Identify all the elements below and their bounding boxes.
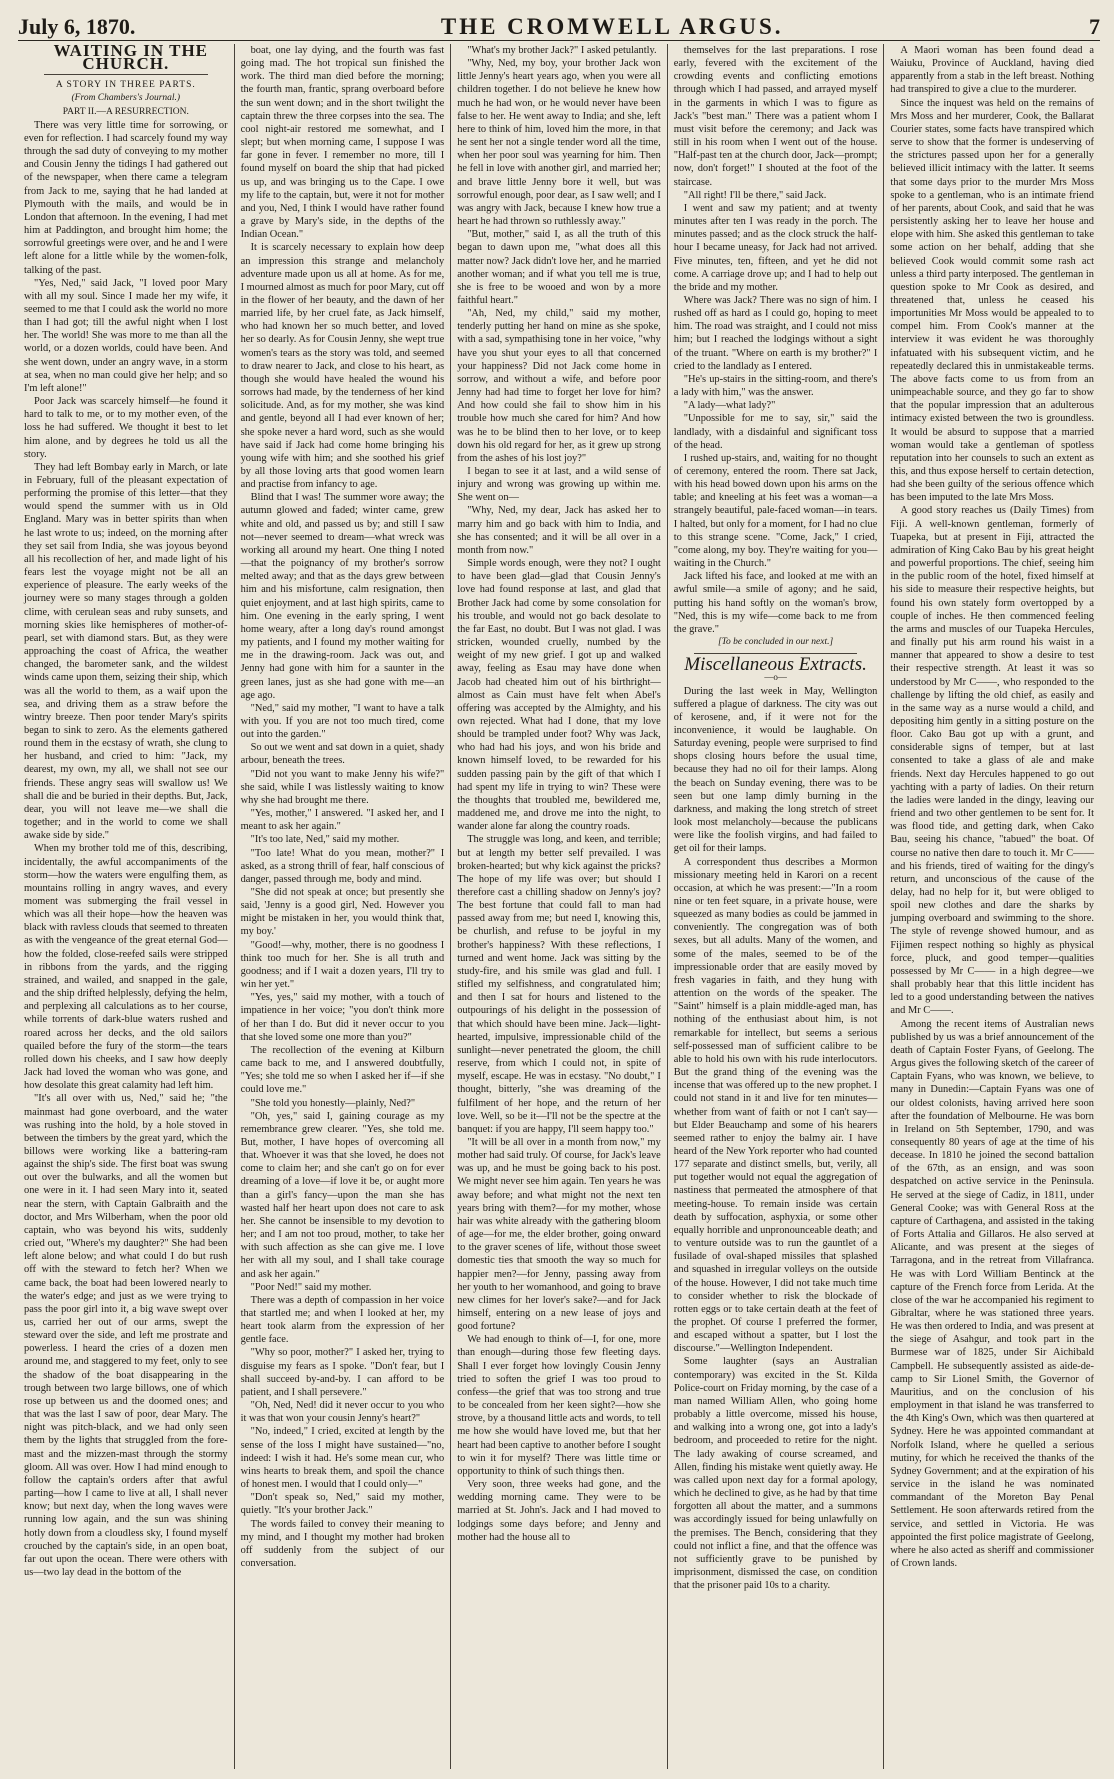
column-5: [884, 44, 1100, 1769]
article-paragraph: "Poor Ned!" said my mother.: [250, 1281, 372, 1293]
article-paragraph: The struggle was long, and keen, and terrible; but at length my better self prevailed. I was broken-hearted; but why kick against the pricks? The hope of my life was over; but should I therefore cast a chilling shadow on Jenny's joy? The best fortune that could fall to man had passed away from me; but need I, knowing this, be churlish, and refuse to be joyful in my brother's happiness? With these reflections, I turned and went home. Jack was sitting by the study-fire, and his smile was glad and full. I stifled my selfishness, and congratulated him; and then I sat for hours and listened to the outpourings of his delight in the possession of that which should have been mine. Jack—light-hearted, impulsive, impressionable child of the sunlight—never penetrated the gloom, the chill reserve, from which I could not, in spite of myself, escape. He was in ecstasy. "No doubt," I thought, bitterly, "she was dreaming of the fulfilment of her hope, and the return of her love. Well, so be it—I'll not be the spectre at the banquet: if you are happy, I'll seem happy too.": [457, 834, 661, 1135]
article-paragraph: "It's too late, Ned," said my mother.: [250, 834, 400, 846]
article-paragraph: Jack lifted his face, and looked at me with an awful smile—a smile of agony; and he said, putting his hand softly on the woman's brow, "Ned, this is my wife—come back to me from the grave.": [673, 571, 878, 635]
article-paragraph: During the last week in May, Wellington suffered a plague of darkness. The city was out of kerosene, and, if it were not for the inconvenience, it would be laughable. On Saturday evening, people were surprised to find shops closing hours before the usual time, because they had no oil for their lamps. Along the beach on Sunday evening, there was to be seen but one lamp dimly burning in the darkness, and making the long stretch of street look most melancholy—because the publicans were like the foolish virgins, and had failed to get oil for their lamps.: [673, 685, 878, 855]
article-paragraph: "Why, Ned, my dear, Jack has asked her to marry him and go back with him to India, and she has consented; and it will be all over in a month from now.": [457, 505, 661, 556]
article-paragraph: A correspondent thus describes a Mormon missionary meeting held in Karori on a recent occasion, at which he was present:—"In a room nine or ten feet square, in a private house, were squeezed as many bodies as could be jammed in conveniently. The congregation was of both sexes, but all adults. Many of the women, and some of the males, seemed to be of the impressionable order that are easily moved by fresh vagaries in faith, and they hung with attention on the words of the speaker. The "Saint" himself is a plain middle-aged man, has nothing of the enthusiast about him, is not remarkable for intellect, but seems a serious self-possessed man of sufficient calibre to be able to hold his own with his rude interlocutors. But the grand thing of the evening was the incense that was offered up to the new prophet. I could not stand in it and live for ten minutes—whether from want of faith or not I can't say—but Elder Beauchamp and some of his hearers seemed rather to enjoy the balmy air. I have heard of the New York reporter who had counted 177 separate and distinct smells, but, verily, all put together would not equal the aggregation of nastiness that permeated the atmosphere of that meeting-house. To remain inside was certain death by suffocation, asphyxia, or some other equally horrible and unpronounceable death; and to venture outside was to run the gauntlet of a fusilade of oval-shaped missiles that splashed and squashed in irregular volleys on the outside of the house. However, I did not take much time to consider whether to risk the blockade of rotten eggs or to take certain death at the feet of the prophet. Of course I preferred the former, and escaped without a spatter, but I lost the discourse."—Wellington Independent.: [673, 856, 878, 1355]
article-paragraph: "All right! I'll be there," said Jack.: [683, 189, 827, 201]
article-paragraph: Poor Jack was scarcely himself—he found it hard to talk to me, or to my mother even, of the loss he had suffered. We thought it best to let him alone, and by degrees he told us all the story.: [24, 396, 228, 460]
article-paragraph: "It's all over with us, Ned," said he; "the mainmast had gone overboard, and the water was rushing into the hold, by a hole stoved in between the timbers by the great yard, which the billows were working like a battering-ram against the ship's side. The first boat was swung out over the bulwarks, and all the women but one were in it. I had seen Mary into it, seated near the stern, with Captain Galbraith and the doctor, and Mrs Wilberham, when the poor old captain, who was beyond his wits, suddenly cried out, "Where's my daughter?" She had been left alone below; and what could I do but rush off with the steward to fetch her? When we came back, the boat had been lowered nearly to the water's edge; and just as we were trying to pass the poor girl into it, a big wave swept over us, carried her out of our arms, swept the steward over the side, and left me prostrate and powerless. I heard the cries of a dozen men around me, and staggered to my feet, only to see the shadow of the boat disappearing in the trough between two large billows, one of which rose up between us and the doomed ones; and that was the last I saw of poor, dear Mary. The night was pitch-black, and we had only seen them by the lights that struggled from the fore-mast and the mizzen-mast through the stormy gloom. All was over. How I had mind enough to follow the captain's orders after that awful parting—how I came to live at all, I shall never know; but next day, when the long waves were running low again, and the sun was shining hotly down from a cloudless sky, I found myself crouched by the captain's side, in an open boat, far out upon the ocean. There were others with us—two lay dead in the bottom of the: [24, 1093, 228, 1578]
article-paragraph: "Oh, Ned, Ned! did it never occur to you who it was that won your cousin Jenny's heart?": [240, 1400, 445, 1425]
article-paragraph: They had left Bombay early in March, or late in February, full of the pleasant expectation of performing the promise of this letter—that they would spend the summer with us in Old England. Mary was in better spirits than when he last wrote to us; indeed, on the morning after they set sail from India, she was joyous beyond all his recollection of her, and made light of his fears lest the voyage might not be all an experience of pleasure. The early weeks of the journey were so many stages through a golden clime, with cerulean seas and ruby sunsets, and morning skies like hemispheres of mother-of-pearl, set with diamond stars. But, as they were approaching the coast of Africa, the weather changed, the barometer sank, and the wildest winds came upon them, seizing their ship, which was all the world to them, as a waif upon the sea, and driving them as a straw before the wintry breeze. Then poor tender Mary's spirits began to sink to zero. As the elements gathered round them in the ecstasy of wrath, she clung to her husband, and cried to him: "Jack, my dearest, my own, my all, we shall not see our friends. These angry seas will swallow us! We shall die and be buried in their depths. But, Jack, dear, you will not leave me—we shall die together; and in the world to come we shall awake side by side.": [24, 461, 228, 842]
article-paragraph: I went and saw my patient; and at twenty minutes after ten I was ready in the porch. The minutes passed; and as the clock struck the half-hour I became uneasy, for Jack had not arrived. Five minutes, ten, fifteen, and yet he did not come. A carriage drove up; and I had to help out the bride and my mother.: [673, 202, 878, 293]
article-paragraph: boat, one lay dying, and the fourth was fast going mad. The hot tropical sun finished the work. The third man died before the morning; the fourth man, frantic, sprang overboard before the sun went down; and in the short twilight the captain threw the three corpses into the sea. The cool night-air restored me somewhat, and I slept; but when morning came, I suppose I was far gone in fever. I remember no more, till I found myself on board the ship that had picked us up, and was bringing us to the Cape. I owe my life to the captain, but, were it not for mother and you, Ned, I think I would have rather found a grave by Mary's side, in the depths of the Indian Ocean.": [240, 45, 445, 241]
article-paragraph: themselves for the last preparations. I rose early, fevered with the excitement of the crowding events and conflicting emotions through which I had passed, and arrayed myself in the garments in which I was to figure as Jack's "best man." There was a patient whom I must visit before the ceremony; and Jack was still in his room when I went out of the house. "Half-past ten at the church door, Jack—prompt; now, don't forget!" I shouted at the foot of the staircase.: [673, 45, 878, 188]
article-paragraph: When my brother told me of this, describing, incidentally, the awful accompaniments of the storm—how the waters were engulfing them, as mountains rolling in angry waves, and every moment was submerging the frail vessel in which was all their hope—how the heaven was black with ravless clouds that seemed to threaten as with the vengeance of the great eternal God—how the folded, close-reefed sails were stripped in ribbons from the yards, and the rigging strained, and wailed, and snapped in the gale, and the ship drifted helplessly, defying the helm, and perplexing all calculations as to her course, while torrents of dark-blue waters rushed and roared across her decks, and the old sailors quailed before the fury of the storm—the tears rolled down his cheeks, and I saw how deeply Jack had loved the woman who was gone, and how desolate this great calamity had left him.: [24, 843, 228, 1092]
article-paragraph: A Maori woman has been found dead a Waiuku, Province of Auckland, having died apparently from a stab in the left breast. Nothing had transpired to give a clue to the murderer.: [890, 45, 1094, 96]
article-paragraph: The recollection of the evening at Kilburn came back to me, and I answered doubtfully, "Yes; she told me so when I asked her if—if she could love me.": [240, 1044, 445, 1096]
article-paragraph: "Good!—why, mother, there is no goodness I think too much for her. She is all truth and goodness; and if I wait a dozen years, I'll try to win her yet.": [240, 939, 445, 991]
column-2: [235, 44, 452, 1769]
column-4: [668, 44, 885, 1769]
article-paragraph: "Don't speak so, Ned," said my mother, quietly. "It's your brother Jack.": [240, 1492, 445, 1517]
article-paragraph: Simple words enough, were they not? I ought to have been glad—glad that Cousin Jenny's love had found response at last, and glad that Brother Jack had come by some consolation for his trouble, and would not go back desolate to the far East, no doubt. But I was not glad. I was stricken, wounded cruelly, numbed by the weight of my new grief. I got up and walked away, feeling as Esau may have done when Jacob had cheated him out of his birthright—almost as Cain must have felt when Abel's offering was accepted by the Almighty, and his own rejected. What had I done, that my love should be trampled under foot? Why was Jack, who had had his joys, and won his bride and known himself loved, to be rewarded for his sudden passing pain by the gift of that which I had spent my life in trying to win? These were the thoughts that troubled me, bewildered me, maddened me, and drove me into the night, to wander alone far along the country roads.: [457, 558, 661, 833]
page-number: 7: [1089, 14, 1100, 39]
column-3: [451, 44, 668, 1769]
article-paragraph: "Unpossible for me to say, sir," said the landlady, with a disdainful and significant toss of the head.: [673, 413, 878, 451]
article-paragraph: We had enough to think of—I, for one, more than enough—during those few fleeting days. Shall I ever forget how lovingly Cousin Jenny tried to soften the grief I was too proud to confess—the grief that was too strong and true to be concealed from her keen sight?—how she strove, by a thousand little acts and words, to tell me how she would have loved me, but that her heart had been captive to another before I sought to win it for myself? There was little time or opportunity to think of such things then.: [457, 1334, 661, 1477]
article-paragraph: There was very little time for sorrowing, or even for reflection. I had scarcely found my way through the sad duty of conveying to my mother and Cousin Jenny the tidings I had gathered out of the newspaper, when there came a telegram from Jack to me, saying that he had landed at Plymouth with the mails, and would be in London that afternoon. In the evening, I had met him at Paddington, and brought him home; the sorrowful greetings were over, and he and I were left alone for a little while by the women-folk, talking of the past.: [24, 119, 228, 276]
article-paragraph: "Ah, Ned, my child," said my mother, tenderly putting her hand on mine as she spoke, with a sad, sympathising tone in her voice, "why have you shut your eyes to all that concerned your happiness? Did not Jack come home in sorrow, and without a wife, and before poor Jenny had had time to forget her love for him? And how could she fail to show him in his trouble how much she cared for him? And how was he to be blind then to her love, or to keep down his old regard for her, as it grew up strong from the ashes of his lost joy?": [457, 308, 661, 464]
story-source: (From Chambers's Journal.): [71, 93, 181, 104]
story-subtitle: A STORY IN THREE PARTS.: [55, 80, 196, 91]
title-rule: [44, 74, 208, 75]
article-paragraph: I began to see it at last, and a wild sense of injury and wrong was growing up within me. She went on—: [457, 466, 661, 504]
continued-note: [To be concluded in our next.]: [717, 637, 834, 648]
columns: [18, 44, 1100, 1769]
article-paragraph: "She told you honestly—plainly, Ned?": [250, 1097, 416, 1109]
article-paragraph: "Ned," said my mother, "I want to have a talk with you. If you are not too much tired, come out into the garden.": [240, 702, 445, 741]
article-paragraph: "Yes, Ned," said Jack, "I loved poor Mary with all my soul. Since I made her my wife, it seemed to me that I could ask the world no more than I had got; till the awful night when I lost her. The world! She was more to me than all the world, or a dozen worlds, could have been. And she went down, under an angry wave, in a storm at sea, when no man could give her help; and so I'm left alone!": [24, 277, 228, 394]
article-paragraph: "Too late! What do you mean, mother?" I asked, as a strong thrill of fear, half conscious of danger, passed through me, body and mind.: [240, 847, 445, 885]
article-paragraph: The words failed to convey their meaning to my mind, and I thought my mother had broken off suddenly from the subject of our conversation.: [240, 1518, 445, 1569]
article-paragraph: Since the inquest was held on the remains of Mrs Moss and her murderer, Cook, the Ballarat Courier states, some facts have transpired which serve to show that the former is undeserving of the strictures passed upon her for a generally believed illicit intimacy with the latter. It seems that some days prior to the murder Mrs Moss spoke to a gentleman, who is an intimate friend of her parents, about Cook, and said that he was persistently asking her to leave her house and elope with him. She asked this gentleman to take some action on her behalf, adding that she believed Cook would commit some rash act unless a third party interposed. The gentleman in question spoke to Mr Cook as desired, and threatened that, unless he ceased his importunities Mr Moss would be appealed to to compel him. From Cook's manner at the interview it was evident he was thoroughly infatuated with his subsequent victim, and he repeatedly declared this in unmistakeable terms. The above facts come to us from from an unimpeachable source, and they go far to show that the popular impression that an adulterous intimacy existed between the two is groundless. It would be absurd to suppose that a married woman would take a gentleman of spotless reputation into her counsels to such an extent as this, and thus expose herself to certain detection, had she been guilty of the serious offence which has been imputed to the late Mrs Moss.: [890, 97, 1094, 504]
article-paragraph: "She did not speak at once; but presently she said, 'Jenny is a good girl, Ned. However you might be mistaken in her, you would think that, my boy.': [240, 887, 445, 938]
article-paragraph: "It will be all over in a month from now," my mother had said truly. Of course, for Jack's leave was up, and he must be going back to his post. We might never see him again. Ten years he was away before; and what might not the next ten years bring with them?—for my mother, whose hair was white already with the gathering bloom of age—for me, the elder brother, going onward to the graver scenes of life, without those sweet domestic ties that smooth the way so much for happier men?—for Jenny, passing away from her youth to her womanhood, and going to brave new climes for her lover's sake?—and for Jack himself, entering on a new lease of joys and good fortune?: [457, 1136, 661, 1333]
article-paragraph: Some laughter (says an Australian contemporary) was excited in the St. Kilda Police-court on Friday morning, by the case of a man named William Allen, who going home probably a little overcome, missed his house, and walking into a wrong one, got into a lady's bedroom, and proceeded to retire for the night. The lady awaking of course screamed, and Allen, finding his mistake went quietly away. He was called upon next day for a formal apology, which he declined to give, as he had by that time forgotten all about the matter, and a summons was accordingly issued for being unlawfully on the premises. The Bench, considering that they could not inflict a fine, and that the offence was not sufficiently grave to be punished by imprisonment, dismissed the case, on condition that the prisoner paid 10s to a charity.: [673, 1356, 878, 1592]
column-1: [18, 44, 235, 1769]
article-paragraph: A good story reaches us (Daily Times) from Fiji. A well-known gentleman, formerly of Tuapeka, but at present in Fiji, attracted the admiration of King Cako Bau by his great height and powerful proportions. The chief, seeing him in the public room of the hotel, fixed himself at his side to measure their respective heights, but found his own stately form overtopped by a couple of inches. He then commenced feeling the arms and muscles of our Tuapeka Hercules, and finally put his arm round his waist in a manner that appeared to show a desire to test their respective strength. At least it was so understood by Mr C——, who responded to the challenge by lifting the old chief, as easily and in the same way as a nurse would a child, and depositing him gently in a sitting posture on the floor. Cako Bau got up with a grunt, and considerable signs of temper, but at last consented to take a glass of ale and make friends. Next day Hercules happened to go out yachting with a party of ladies. On their return the ladies were landed in the dingy, leaving our friend and two other gentlemen to be sent for. It was flood tide, and getting dark, when Cako Bau, seeing his chance, "tabued" the boat. Of course no native then dare to touch it. Mr C—— and his friends, tired of waiting for the dingy's return, and unconscious of the cause of the delay, had no help for it, but were obliged to spoil new clothes and dare the sharks by jumping overboard and swimming to the shore. The style of revenge showed humour, and as Fijimen respect nothing so highly as physical force, pluck, and good temper—qualities possessed by Mr C—— in a high degree—we shall probably hear that this little incident has led to a good understanding between the natives and Mr C——.: [890, 505, 1094, 1017]
article-paragraph: "He's up-stairs in the sitting-room, and there's a lady with him," was the answer.: [673, 373, 878, 399]
article-paragraph: It is scarcely necessary to explain how deep an impression this strange and melancholy adventure made upon us all at home. As for me, I mourned almost as much for poor Mary, cut off in the flower of her beauty, and the dawn of her married life, by her cruel fate, as Jack himself, who had known her so much better, and loved her so dearly. As for Cousin Jenny, she wept true women's tears as the story was told, and seemed to draw nearer to Jack, and close to his heart, as though she would have healed the wound his sorrows had made, by the tenderness of her kind solicitude. And, as for my mother, she was kind and gentle, beyond all I had ever known of her; she spoke never a hard word, such as she would have said if Jack had come home bringing his young wife with him; and she soothed his grief by all those loving arts that good women learn and practise from infancy to age.: [240, 242, 445, 491]
story-part: PART II.—A RESURRECTION.: [62, 106, 189, 117]
misc-section-title: Miscellaneous Extracts.: [684, 654, 867, 676]
issue-date: July 6, 1870.: [18, 14, 136, 39]
article-paragraph: "But, mother," said I, as all the truth of this began to dawn upon me, "what does all this matter now? Jack didn't love her, and he married another woman; and if what you tell me is true, she is free to be wooed and won by a more faithful heart.": [457, 229, 661, 306]
article-paragraph: Blind that I was! The summer wore away; the autumn glowed and faded; winter came, grew white and old, and passed us by; and still I saw not—never seemed to dream—what wreck was working all around my heart. One thing I noted—that the poignancy of my brother's sorrow melted away; and that as the days grew between him and his misfortune, calm resignation, then quiet enjoyment, and at last high spirits, came to him. One evening in the early spring, I went home weary, after a long day's round amongst my patients, and I found my mother waiting for me in the drawing-room. Jack was out, and Jenny had gone with him for a saunter in the green lanes, just as she had gone with me—an age ago.: [240, 492, 445, 701]
article-paragraph: "A lady—what lady?": [683, 400, 776, 412]
article-paragraph: There was a depth of compassion in her voice that startled me; and when I looked at her, my heart took alarm from the expression of her gentle face.: [240, 1294, 445, 1346]
article-paragraph: So out we went and sat down in a quiet, shady arbour, beneath the trees.: [240, 742, 445, 767]
article-paragraph: Among the recent items of Australian news published by us was a brief announcement of the death of Captain Foster Fyans, of Geelong. The Argus gives the following sketch of the career of Captain Fyans, who was known, we believe, to many in Dunedin:—Captain Fyans was one of our oldest colonists, having arrived here soon after the foundation of Melbourne. He was born in Ireland on 5th September, 1790, and was consequently 80 years of age at the time of his decease. In 1810 he joined the second battalion of the 67th, as an ensign, and was soon despatched on active service in the Peninsula. He served at the siege of Cadiz, in 1811, under General Cooke; was with General Ross at the capture of Carthagena, and assisted in the taking of Forts Attalia and Gillaros. He also served at Alicante, and was present at the sieges of Tarragona, and in the retreat from Villafranca. He was with Lord William Bentinck at the capture of the French force from Lerida. At the close of the war he accompanied his regiment to Gibraltar, where he was stationed three years. He was then ordered to India, and was present at the siege of Asahgur, and took part in the Burmese war of 1825, under Sir Aichibald Campbell. He subsequently assisted as aide-de-camp to Sir Lionel Smith, the Governor of Mauritius, and on the conclusion of his employment in that island he was transferred to the 4th King's Own, which was then quartered at Sydney. Here he was appointed commandant at Norfolk Island, where he quelled a serious mutiny, for which he received the thanks of the Sydney Government; and at the expiration of his service in the island he was nominated commandant of the Moreton Bay Penal Settlement. He soon afterwards retired from the service, and settled in Victoria. He was appointed the first police magistrate of Geelong, where he also acted as sheriff and commissioner of Crown lands.: [890, 1018, 1094, 1569]
article-paragraph: "Yes, mother," I answered. "I asked her, and I meant to ask her again.": [240, 808, 445, 833]
article-paragraph: "No, indeed," I cried, excited at length by the sense of the loss I might have sustained—"no, indeed: I wish it had. He's some mean cur, who wins hearts to break them, and spoil the chance of honest men. I would that I could only—": [240, 1426, 445, 1491]
masthead: [18, 10, 1100, 41]
story-title: WAITING IN THE CHURCH.: [53, 44, 209, 74]
article-paragraph: I rushed up-stairs, and, waiting for no thought of ceremony, entered the room. There sat Jack, with his head bowed down upon his arms on the table; and kneeling at his feet was a woman—a strangely beautiful, pale-faced woman—in tears. I halted, but only for a moment, for I had no clue to this strange scene. "Come, Jack," I cried, "come along, my boy. They're waiting for you—waiting in the Church.": [673, 452, 878, 570]
article-paragraph: Where was Jack? There was no sign of him. I rushed off as hard as I could go, hoping to meet him. The road was straight, and I could not miss him; but I reached the lodgings without a sight of the truant. "Where on earth is my brother?" I cried to the landlady as I entered.: [673, 294, 878, 372]
section-ornament: —o—: [764, 672, 787, 683]
newspaper-title: THE CROMWELL ARGUS.: [440, 14, 784, 39]
article-paragraph: "Yes, yes," said my mother, with a touch of impatience in her voice; "you don't think more of her than I do. But did it never occur to you that she loved some one more than you?": [240, 992, 445, 1043]
article-paragraph: "Why so poor, mother?" I asked her, trying to disguise my fears as I spoke. "Don't fear, but I shall succeed by-and-by. I can afford to be patient, and I shall persevere.": [240, 1347, 445, 1398]
article-paragraph: "Did not you want to make Jenny his wife?" she said, while I was listlessly waiting to know why she had brought me there.: [240, 768, 445, 806]
article-paragraph: "Why, Ned, my boy, your brother Jack won little Jenny's heart years ago, when you were all children together. I do not believe he knew how much he had won, or he would never have been false to her. He went away to India; and she, left here to think of him, loved him the more, in that he sent her not a single tender word all the time, when her poor soul was yearning for him. Then he fell in love with another girl, and married her; and brave little Jenny bore it well, but was sorrowful enough, poor dear, as I saw well; and I was angry with Jack, because I knew how true a heart he had thrown so ruthlessly away.": [457, 58, 661, 228]
article-paragraph: "What's my brother Jack?" I asked petulantly.: [467, 45, 657, 56]
article-paragraph: Very soon, three weeks had gone, and the wedding morning came. They were to be married at St. John's. Jack and I had moved to lodgings some days before; and Jenny and mother had the house all to: [457, 1479, 661, 1543]
article-paragraph: "Oh, yes," said I, gaining courage as my remembrance grew clearer. "Yes, she told me. But, mother, I have hopes of overcoming all that. Whoever it was that she loved, he does not come to claim her; and she can't go on for ever dreaming of a love—if love it be, or aught more than a girl's fancy—upon the man she has wasted half her heart upon does not care to ask her. She cannot be insensible to my devotion to her; and I am not too proud, mother, to take her with such affection as she can give me. I love her with all my soul, and I shall take courage and ask her again.": [240, 1110, 445, 1280]
